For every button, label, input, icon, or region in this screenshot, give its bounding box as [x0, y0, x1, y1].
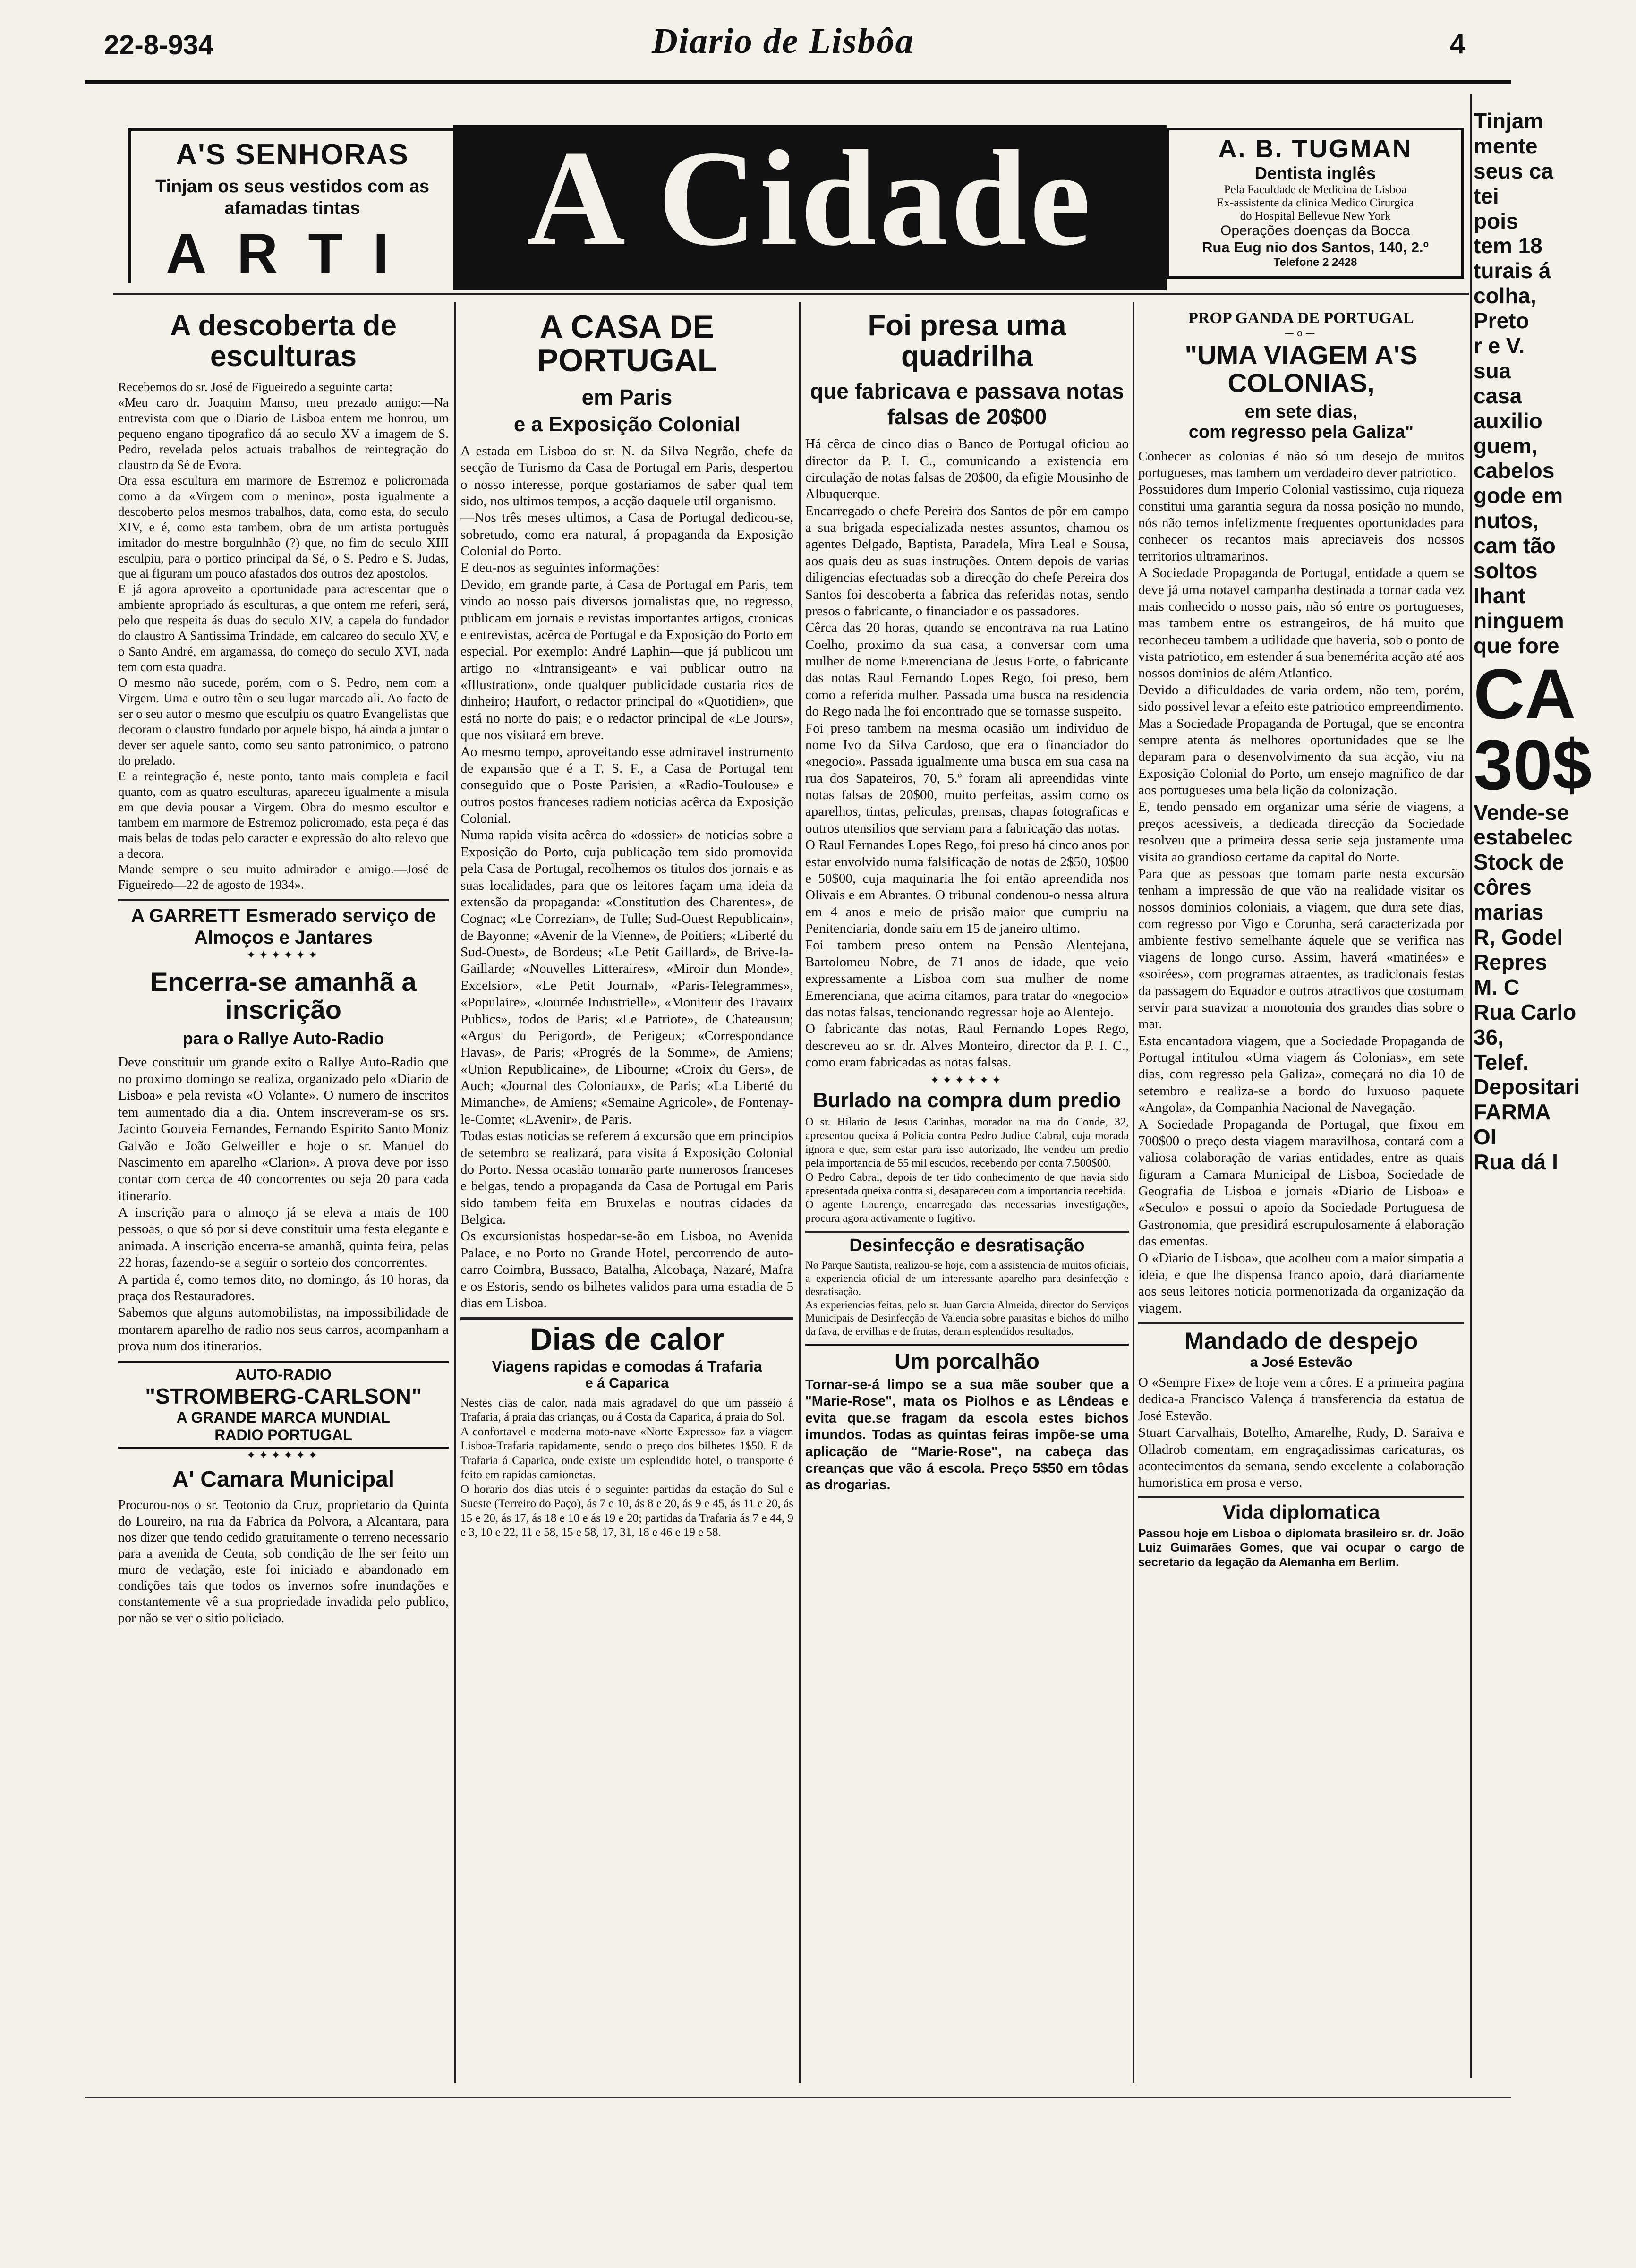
- stromberg-top: AUTO-RADIO: [235, 1366, 332, 1383]
- diplomatica-rule: [1138, 1496, 1464, 1498]
- edge-strip-line: 30$: [1474, 725, 1592, 804]
- edge-strip-line: guem,: [1474, 433, 1538, 458]
- edge-strip-line: colha,: [1474, 283, 1536, 308]
- edge-strip-line: CA: [1474, 654, 1576, 733]
- calor-rule: [460, 1317, 793, 1320]
- despejo-subhead: a José Estevão: [1250, 1355, 1353, 1371]
- stromberg-brand: "STROMBERG-CARLSON": [145, 1384, 422, 1409]
- edge-strip-line: Repres: [1474, 949, 1547, 974]
- edge-strip-line: cam tão: [1474, 533, 1556, 558]
- edge-strip-line: mente: [1474, 133, 1538, 158]
- calor-sub2: e á Caparica: [585, 1375, 669, 1391]
- quadrilha-body: Há cêrca de cinco dias o Banco de Portugal oficiou ao director da P. I. C., comunicando a existencia em circulação de notas falsas de 20$00, da efigie Mousinho de Albuquerque. Encarregado o chefe Pereira dos Santos de pôr em campo a sua brigada especializada nestes assuntos, chamou os agentes Delgado, Baptista, Paradela, Mira Leal e Sousa, aos quais deu as suas instruções. Ontem depois de varias diligencias efectuadas sob a direcção do chefe Pereira dos Santos foi descoberta a fabrica das referidas notas, sendo presos o fabricante, o financiador e os passadores. Cêrca das 20 horas, quando se encontrava na rua Latino Coelho, proximo da sua casa, a conversar com uma mulher de nome Emerenciana de Jesus Forte, o fabricante das notas Raul Fernando Lopes Rego, foi preso, bem como a referida mulher. Passada uma busca na residencia do Rego nada lhe foi encontrado que se tornasse suspeito. Foi preso tambem na mesma ocasião um individuo de nome Ivo da Silva Cardoso, que era o financiador do «negocio». Passada igualmente uma busca em sua casa na rua dos Sapateiros, 70, 5.º foram ali apreendidas vinte notas falsas de 20$00, muito perfeitas, assim como os aparelhos, tintas, peliculas, prensas, chapas fotograficas e outros utensilios que serviam para a fabricação das notas. O Raul Fernandes Lopes Rego, foi preso há cinco anos por estar envolvido numa falsificação de notas de 2$50, 10$00 e 50$00, cuja maquinaria lhe foi então apreendida nos Olivais e em Abrantes. O tribunal condenou-o nessa altura em 4 anos e meio de prisão maior que cumpriu na Penitenciaria, donde saiu em 15 de janeiro ultimo. Foi tambem preso ontem na Pensão Alentejana, Bartolomeu Nobre, de 71 anos de idade, que veio expressamente a Lisboa com sua mulher de nome Emerenciana, que acima citamos, para tratar do «negocio» das notas falsas, tencionando regressar hoje ao Alentejo. O fabricante das notas, Raul Fernando Lopes Rego, descreveu ao sr. dr. Alves Monteiro, director da P. I. C., como eram fabricadas as notas falsas.: [805, 436, 1129, 1070]
- arti-line: Tinjam os seus vestidos com as afamadas tintas: [155, 177, 430, 218]
- edge-strip-line: 36,: [1474, 1024, 1504, 1049]
- tugman-ad: [1167, 128, 1464, 279]
- edge-strip-line: nutos,: [1474, 508, 1539, 533]
- casa-portugal-headline: A CASA DE PORTUGAL: [537, 309, 717, 379]
- top-band-rule: [113, 293, 1469, 295]
- column-rule-3: [1133, 302, 1134, 2083]
- tugman-line5: Rua Eug nio dos Santos, 140, 2.º: [1202, 239, 1429, 256]
- column-2: [460, 305, 793, 2090]
- edge-strip-line: M. C: [1474, 974, 1520, 999]
- esculturas-headline: A descoberta de esculturas: [170, 309, 397, 373]
- esculturas-body: Recebemos do sr. José de Figueiredo a seguinte carta: «Meu caro dr. Joaquim Manso, meu prezado amigo:—Na entrevista com que o Diario de Lisboa entem me honrou, um pequeno engano tipografico dá ao seculo XV a imagem de S. Pedro, revelada pelos actuais trabalhos de reintegração do claustro da Sé de Evora. Ora essa escultura em marmore de Estremoz e policromada como a da «Virgem com o menino», posta igualmente a descoberto pelos mesmos trabalhos, data, como esta, do seculo XIV, e é, como esta tambem, obra de um artista portuguès imitador do mestre borgulnhão (?) que, no fim do seculo XIII esculpiu, para o portico principal da Sé, o S. Pedro e S. Judas, que ai figuram um pouco afastados dos outros dez apostolos. E já agora aproveito a oportunidade para acrescentar que o ambiente apropriado ás esculturas, a que ontem me referi, será, pelo que respeita ás duas do seculo XIV, a capela do fundador do claustro A Santissima Trindade, em calcareo do seculo XV, e o Santo André, em argamassa, do começo do seculo XVI, nada tem com esta quadra. O mesmo não sucede, porém, com o S. Pedro, nem com a Virgem. Uma e outro têm o seu lugar marcado ali. Ao facto de ser o seu autor o mesmo que esculpiu os quatro Evangelistas que decoram o claustro fundado por aquele bispo, há ainda a juntar o dever ser aquele santo, como seu santo patronimico, o patrono do prelado. E a reintegração é, neste ponto, tanto mais completa e facil quanto, com as quatro esculturas, apareceu igualmente a misula em que devia pousar a Virgem. Obra do mesmo escultor e tambem em marmore de Estremoz policromado, esta peça é das mais belas de todas pelo caracter e expressão do alto relevo que a decora. Mande sempre o seu muito admirador e amigo.—José de Figueiredo—22 de agosto de 1934».: [118, 380, 449, 892]
- desinfeccao-body: No Parque Santista, realizou-se hoje, com a assistencia de muitos oficiais, a experiencia oficial de um interessante aparelho para desinfecção e desratisação. As experiencias feitas, pelo sr. Juan Garcia Almeida, director do Serviços Municipais de Desinfecção de Valencia sobre parasitas e bichos do milho da fava, de ervilhas e de frutas, deram esplendidos resultados.: [805, 1259, 1129, 1337]
- rallye-subhead: para o Rallye Auto-Radio: [182, 1028, 384, 1048]
- page-number: 4: [1450, 29, 1466, 60]
- porcalhao-title: Um porcalhão: [895, 1349, 1040, 1374]
- despejo-rule: [1138, 1322, 1464, 1324]
- edge-strip-line: soltos: [1474, 558, 1538, 583]
- edge-strip: [1474, 109, 1634, 2092]
- column-rule-1: [454, 302, 456, 2083]
- burlado-headline: Burlado na compra dum predio: [813, 1089, 1121, 1112]
- camara-body: Procurou-nos o sr. Teotonio da Cruz, proprietario da Quinta do Loureiro, na rua da Fabrica da Polvora, a Alcantara, para nos dizer que tendo cedido gratuitamente o terreno necessario para a avenida de Ceuta, sob condição de lhe ser feito um muro de vedação, este foi iniciado e abandonado em condições tais que todos os invernos sofre inundações e constantemente vê a sua propriedade invadida pelo publico, por não se ver o sitio policiado.: [118, 1498, 449, 1626]
- column-3: [805, 305, 1129, 2090]
- diplomatica-headline: Vida diplomatica: [1222, 1501, 1380, 1523]
- edge-strip-line: Stock de: [1474, 850, 1564, 875]
- camara-headline: A' Camara Municipal: [172, 1467, 395, 1492]
- edge-strip-line: pois: [1474, 208, 1518, 233]
- edge-strip-line: que fore: [1474, 633, 1559, 658]
- quadrilha-subhead: que fabricava e passava notas falsas de 20$00: [810, 379, 1124, 429]
- colonias-headline: "UMA VIAGEM A'S COLONIAS,: [1184, 340, 1418, 398]
- edge-strip-line: Rua Carlo: [1474, 999, 1576, 1024]
- garrett-ad: A GARRETT Esmerado serviço de Almoços e Jantares: [131, 905, 436, 948]
- burlado-body: O sr. Hilario de Jesus Carinhas, morador na rua do Conde, 32, apresentou queixa á Policia contra Pedro Judice Cabral, cuja morada ignora e que, sem estar para isso autorizado, lhe vendeu um predio pela importancia de 55 mil escudos, recebendo por conta 7.500$00. O Pedro Cabral, depois de ter tido conhecimento de que havia sido apresentada queixa contra si, desapareceu com a importancia recebida. O agente Lourenço, encarregado das necessarias investigações, procura agora activamente o fugitivo.: [805, 1116, 1129, 1225]
- edge-strip-line: Ihant: [1474, 583, 1525, 608]
- diplomatica-body: Passou hoje em Lisboa o diplomata brasileiro sr. dr. João Luiz Guimarães Gomes, que vai ocupar o cargo de secretario da legação da Alemanha em Berlim.: [1138, 1526, 1464, 1569]
- colonias-body: Conhecer as colonias é não só um desejo de muitos portugueses, mas tambem um verdadeiro dever patriotico. Possuidores dum Imperio Colonial vastissimo, cuja riqueza constitui uma garantia segura da nossa posição no mundo, nós não temos infelizmente frequentes oportunidades para conhecer os recantos mais apreciaveis dos nossos territorios ultramarinos. A Sociedade Propaganda de Portugal, entidade a quem se deve já uma notavel campanha destinada a tornar cada vez mais conhecido o nosso pais, não só entre os portugueses, mas tambem entre os estrangeiros, de há muito que reconheceu tambem a utilidade que haveria, sob o ponto de vista patriotico, em estender á sua benemérita acção até aos nossos dominios de além Atlantico. Devido a dificuldades de varia ordem, não tem, porém, sido possivel levar a efeito este patriotico empreendimento. Mas a Sociedade Propaganda de Portugal, que se encontra sempre atenta ás melhores oportunidades que se lhe deparam para o desenvolvimento da sua acção, viu na Exposição Colonial do Porto, um ensejo magnifico de dar aos portugueses uma bela lição da colonização. E, tendo pensado em organizar uma série de viagens, a preços acessiveis, a dedicada direcção da Sociedade resolveu que a primeira dessa serie seja justamente uma visita ao grandioso certame da capital do Norte. Para que as pessoas que tomam parte nesta excursão tenham a impressão de que vão na realidade visitar os nossos dominios coloniais, a viagem, que dura sete dias, com regresso por Vigo e Corunha, será caracterizada por ambiente festivo semelhante áquele que se verifica nas viagens de longo curso. Assim, haverá «matinées» e «soirées», com programas atraentes, as tradicionais festas da passagem do Equador e outros atractivos que costumam servir para suavizar a monotonia dos grandes dias sobre o mar. Esta encantadora viagem, que a Sociedade Propaganda de Portugal intitulou «Uma viagem ás Colonias», em sete dias, com regresso pela Galiza», começará no dia 10 de setembro e realiza-se a bordo do luxuoso paquete «Angola», da Companhia Nacional de Navegação. A Sociedade Propaganda de Portugal, que fixou em 700$00 o preço desta viagem maravilhosa, contará com a valiosa colaboração de varias entidades, entre as quais figuram a Camara Municipal de Lisboa, Sociedade de Geografia de Lisboa e jornais «Diario de Lisboa» e «Seculo» e possui o apoio da Sociedade Portuguesa de Gastronomia, que presidirá escrupulosamente á elaboração das ementas. O «Diario de Lisboa», que acolheu com a maior simpatia a ideia, e que lhe dispensa franco apoio, dará diariamente aos seus leitores noticia pormenorizada da organização da viagem.: [1138, 448, 1464, 1316]
- rallye-headline: Encerra-se amanhã a inscrição: [150, 967, 417, 1024]
- edge-strip-line: R, Godel: [1474, 925, 1563, 950]
- despejo-headline: Mandado de despejo: [1184, 1328, 1418, 1355]
- edge-strip-line: estabelec: [1474, 825, 1573, 850]
- garrett-separator: ✦✦✦✦✦✦: [246, 948, 321, 962]
- newspaper-title: Diario de Lisbôa: [652, 21, 914, 61]
- tugman-line4: Operações doenças da Bocca: [1220, 223, 1410, 239]
- tugman-phone: Telefone 2 2428: [1273, 256, 1357, 269]
- porcalhao-ad: [805, 1344, 1129, 1494]
- column-rule-2: [799, 302, 801, 2083]
- tugman-line1: Pela Faculdade de Medicina de Lisboa: [1224, 183, 1407, 196]
- edge-strip-line: Preto: [1474, 308, 1529, 333]
- column-4: [1138, 305, 1464, 2090]
- tugman-name: A. B. TUGMAN: [1218, 135, 1413, 163]
- edge-strip-line: Telef.: [1474, 1049, 1529, 1074]
- edge-strip-line: FARMA: [1474, 1100, 1551, 1125]
- garrett-rule-top: [118, 899, 449, 901]
- colonias-sub1: em sete dias,: [1244, 401, 1358, 422]
- edge-strip-line: auxilio: [1474, 408, 1542, 433]
- calor-headline: Dias de calor: [530, 1322, 724, 1357]
- edge-strip-line: Depositari: [1474, 1074, 1580, 1100]
- tugman-subtitle: Dentista inglês: [1254, 163, 1376, 183]
- edge-strip-line: cabelos: [1474, 458, 1555, 483]
- desinfeccao-headline: Desinfecção e desratisação: [849, 1235, 1085, 1255]
- casa-portugal-body: A estada em Lisboa do sr. N. da Silva Negrão, chefe da secção de Turismo da Casa de Portugal em Paris, despertou o nosso interesse, porque gostariamos de saber qual tem sido, nos ultimos tempos, a acção daquele util organismo. —Nos três meses ultimos, a Casa de Portugal dedicou-se, sobretudo, como era natural, á propaganda da Exposição Colonial do Porto. E deu-nos as seguintes informações: Devido, em grande parte, á Casa de Portugal em Paris, tem vindo ao nosso pais diversos jornalistas que, no regresso, publicam em jornais e revistas importantes artigos, cronicas e entrevistas, acêrca de Portugal e da Exposição do Porto em especial. Por exemplo: André Laphin—que já publicou um artigo no «Intransigeant» e vai publicar outro na «Illustration», onde qualquer publicidade custaria rios de dinheiro; Haufort, o redactor principal do «Quotidien», que está no norte do pais; e o redactor principal de «Le Jours», que nos visitará em breve. Ao mesmo tempo, aproveitando esse admiravel instrumento de expansão que é a T. S. F., a Casa de Portugal tem conseguido que o Poste Parisien, a «Radio-Toulouse» e outros postos franceses radiem noticias acêrca da Exposição Colonial. Numa rapida visita acêrca do «dossier» de noticias sobre a Exposição do Porto, cuja publicação tem sido promovida pela Casa de Portugal, recolhemos os titulos dos jornais e as suas localidades, para que os leitores façam uma ideia da extensão da propaganda: «Constitution des Charentes», de Cognac; «Le Correzian», de Tulle; Sud-Ouest Republicain», de Bayonne; «Avenir de la Vienne», de Poitiers; «Liberté du Sud-Ouest», de Bordeus; «Le Petit Gaillard», de Brive-la-Gaillarde; «Nouvelles Litteraires», «Miroir dun Monde», Excelsior», «Le Petit Journal», «Paris-Telegrammes», «Populaire», «Journée Industrielle», «Moniteur des Travaux Publics», todos de Paris; «Le Patriote», de Chateausun; «Argus du Perigord», de Perigeux; «Correspondance Havas», de Paris; «Progrés de la Somme», de Amiens; «Union Republicaine», de Libourne; «Croix du Gers», de Auch; «Journal des Coloniaux», de Paris; «La Liberté du Mimanche», de Amiens; «Semaine Agricole», de Fontenay-le-Comte; «LAvenir», de Paris. Todas estas noticias se referem á excursão que em principios de setembro se realizará, para visita á Exposição Colonial do Porto. Nessa ocasião tomarão parte numerosos franceses e belgas, tendo a propaganda da Casa de Portugal em Paris sido tambem feita em Bruxelas e noutras cidades da Belgica. Os excursionistas hospedar-se-ão em Lisboa, no Avenida Palace, e no Porto no Grande Hotel, percorrendo de auto-carro Coimbra, Bussaco, Batalha, Alcobaça, Nazaré, Mafra e os Estoris, sendo os bilhetes validos para uma estadia de 5 dias em Lisboa.: [460, 443, 793, 1311]
- desinfeccao-rule: [805, 1231, 1129, 1233]
- colonias-sub2: com regresso pela Galiza": [1188, 422, 1414, 442]
- despejo-body: O «Sempre Fixe» de hoje vem a côres. E a primeira pagina dedica-a Francisco Valença á transferencia da estatua de José Estevão. Stuart Carvalhais, Botelho, Amarelhe, Rudy, D. Saraiva e Olladrob comentam, em engraçadissimas caricaturas, os acontecimentos da semana, sendo excelente a colaboração humoristica em prosa e verso.: [1138, 1375, 1464, 1491]
- edge-strip-line: ninguem: [1474, 608, 1564, 633]
- rallye-body: Deve constituir um grande exito o Rallye Auto-Radio que no proximo domingo se realiza, organizado pelo «Diario de Lisboa» e pela revista «O Volante». O numero de inscritos tem aumentado dia a dia. Ontem inscreveram-se os srs. Jacinto Gouveia Fernandes, Fernando Espirito Santo Moniz Galvão e João Gelweiller e hoje o sr. Manuel do Nascimento em aparelho «Clarion». A prova deve por isso contar com cerca de 40 concorrentes ou seja 20 para cada itinerario. A inscrição para o almoço já se eleva a mais de 100 pessoas, o que só por si deve constituir uma festa elegante e animada. A inscrição encerra-se amanhã, quinta feira, pelas 22 horas, fazendo-se a seguir o sorteio dos concorrentes. A partida é, como temos dito, no domingo, ás 10 horas, da praça dos Restauradores. Sabemos que alguns automobilistas, na impossibilidade de montarem aparelho de radio nos seus carros, acompanham a prova num dos itinerarios.: [118, 1054, 449, 1354]
- section-title: A Cidade: [526, 122, 1094, 274]
- edge-strip-line: OI: [1474, 1125, 1497, 1150]
- tugman-line2: Ex-assistente da clinica Medico Cirurgica: [1217, 196, 1414, 209]
- casa-portugal-sub2: e a Exposição Colonial: [513, 412, 741, 436]
- edge-strip-line: marias: [1474, 900, 1544, 925]
- stromberg-ad: [118, 1361, 449, 1449]
- edge-strip-line: Vende-se: [1474, 800, 1569, 825]
- bottom-rule: [85, 2097, 1511, 2098]
- burlado-separator: ✦✦✦✦✦✦: [930, 1074, 1004, 1087]
- tugman-line3: do Hospital Bellevue New York: [1240, 210, 1391, 222]
- edge-strip-lines: [1474, 109, 1634, 1175]
- edge-strip-line: turais á: [1474, 258, 1551, 283]
- colonias-kicker: PROP GANDA DE PORTUGAL: [1188, 309, 1414, 327]
- edge-strip-line: Tinjam: [1474, 109, 1543, 133]
- column-rule-4: [1470, 94, 1472, 2078]
- edge-strip-line: casa: [1474, 383, 1522, 408]
- calor-body: Nestes dias de calor, nada mais agradavel do que um passeio á Trafaria, á praia das crianças, ou á Costa da Caparica, á praia do Sol. A confortavel e moderna moto-nave «Norte Expresso» faz a viagem Lisboa-Trafaria rapidamente, sendo o preço dos bilhetes 1$50. E da Trafaria á Caparica, onde existe um esplendido hotel, o transporte é feito em rapidas camionetas. O horario dos dias uteis é o seguinte: partidas da estação do Sul e Sueste (Terreiro do Paço), ás 7 e 10, ás 8 e 20, ás 9 e 45, ás 11 e 20, ás 15 e 20, ás 17, ás 18 e 10 e ás 19 e 20; partidas da Trafaria ás 7 e 44, 9 e 3, 10 e 22, 11 e 58, 15 e 58, 17, 31, 18 e 46 e 19 e 58.: [460, 1396, 793, 1539]
- page-date: 22-8-934: [104, 30, 214, 60]
- edge-strip-line: gode em: [1474, 483, 1563, 508]
- edge-strip-line: r e V.: [1474, 333, 1525, 358]
- edge-strip-line: côres: [1474, 875, 1532, 900]
- stromberg-line1: A GRANDE MARCA MUNDIAL: [176, 1409, 391, 1426]
- edge-strip-line: tei: [1474, 183, 1499, 208]
- edge-strip-line: seus ca: [1474, 158, 1553, 183]
- column-1: [118, 305, 449, 2090]
- edge-strip-line: tem 18: [1474, 233, 1542, 258]
- colonias-kicker-ornament: —o—: [1284, 327, 1318, 339]
- quadrilha-headline: Foi presa uma quadrilha: [868, 309, 1066, 373]
- edge-strip-line: sua: [1474, 358, 1511, 383]
- calor-sub1: Viagens rapidas e comodas á Trafaria: [492, 1357, 762, 1375]
- edge-strip-line: Rua dá I: [1474, 1150, 1558, 1175]
- header-rule: [85, 80, 1511, 84]
- section-masthead: [453, 122, 1167, 290]
- casa-portugal-sub1: em Paris: [581, 384, 673, 409]
- stromberg-separator: ✦✦✦✦✦✦: [246, 1449, 321, 1462]
- arti-brand: ARTI: [166, 222, 419, 286]
- porcalhao-body: Tornar-se-á limpo se a sua mãe souber que a "Marie-Rose", mata os Piolhos e as Lêndeas e evita que.se fragam da escola estes bichos imundos. Todas as quintas feiras impõe-se uma aplicação de "Marie-Rose", na cabeça das creanças que vão á escola. Preço 5$50 em tôdas as drogarias.: [805, 1377, 1129, 1493]
- arti-title: A'S SENHORAS: [176, 138, 409, 171]
- arti-ad: [128, 128, 453, 286]
- stromberg-line2: RADIO PORTUGAL: [214, 1426, 352, 1444]
